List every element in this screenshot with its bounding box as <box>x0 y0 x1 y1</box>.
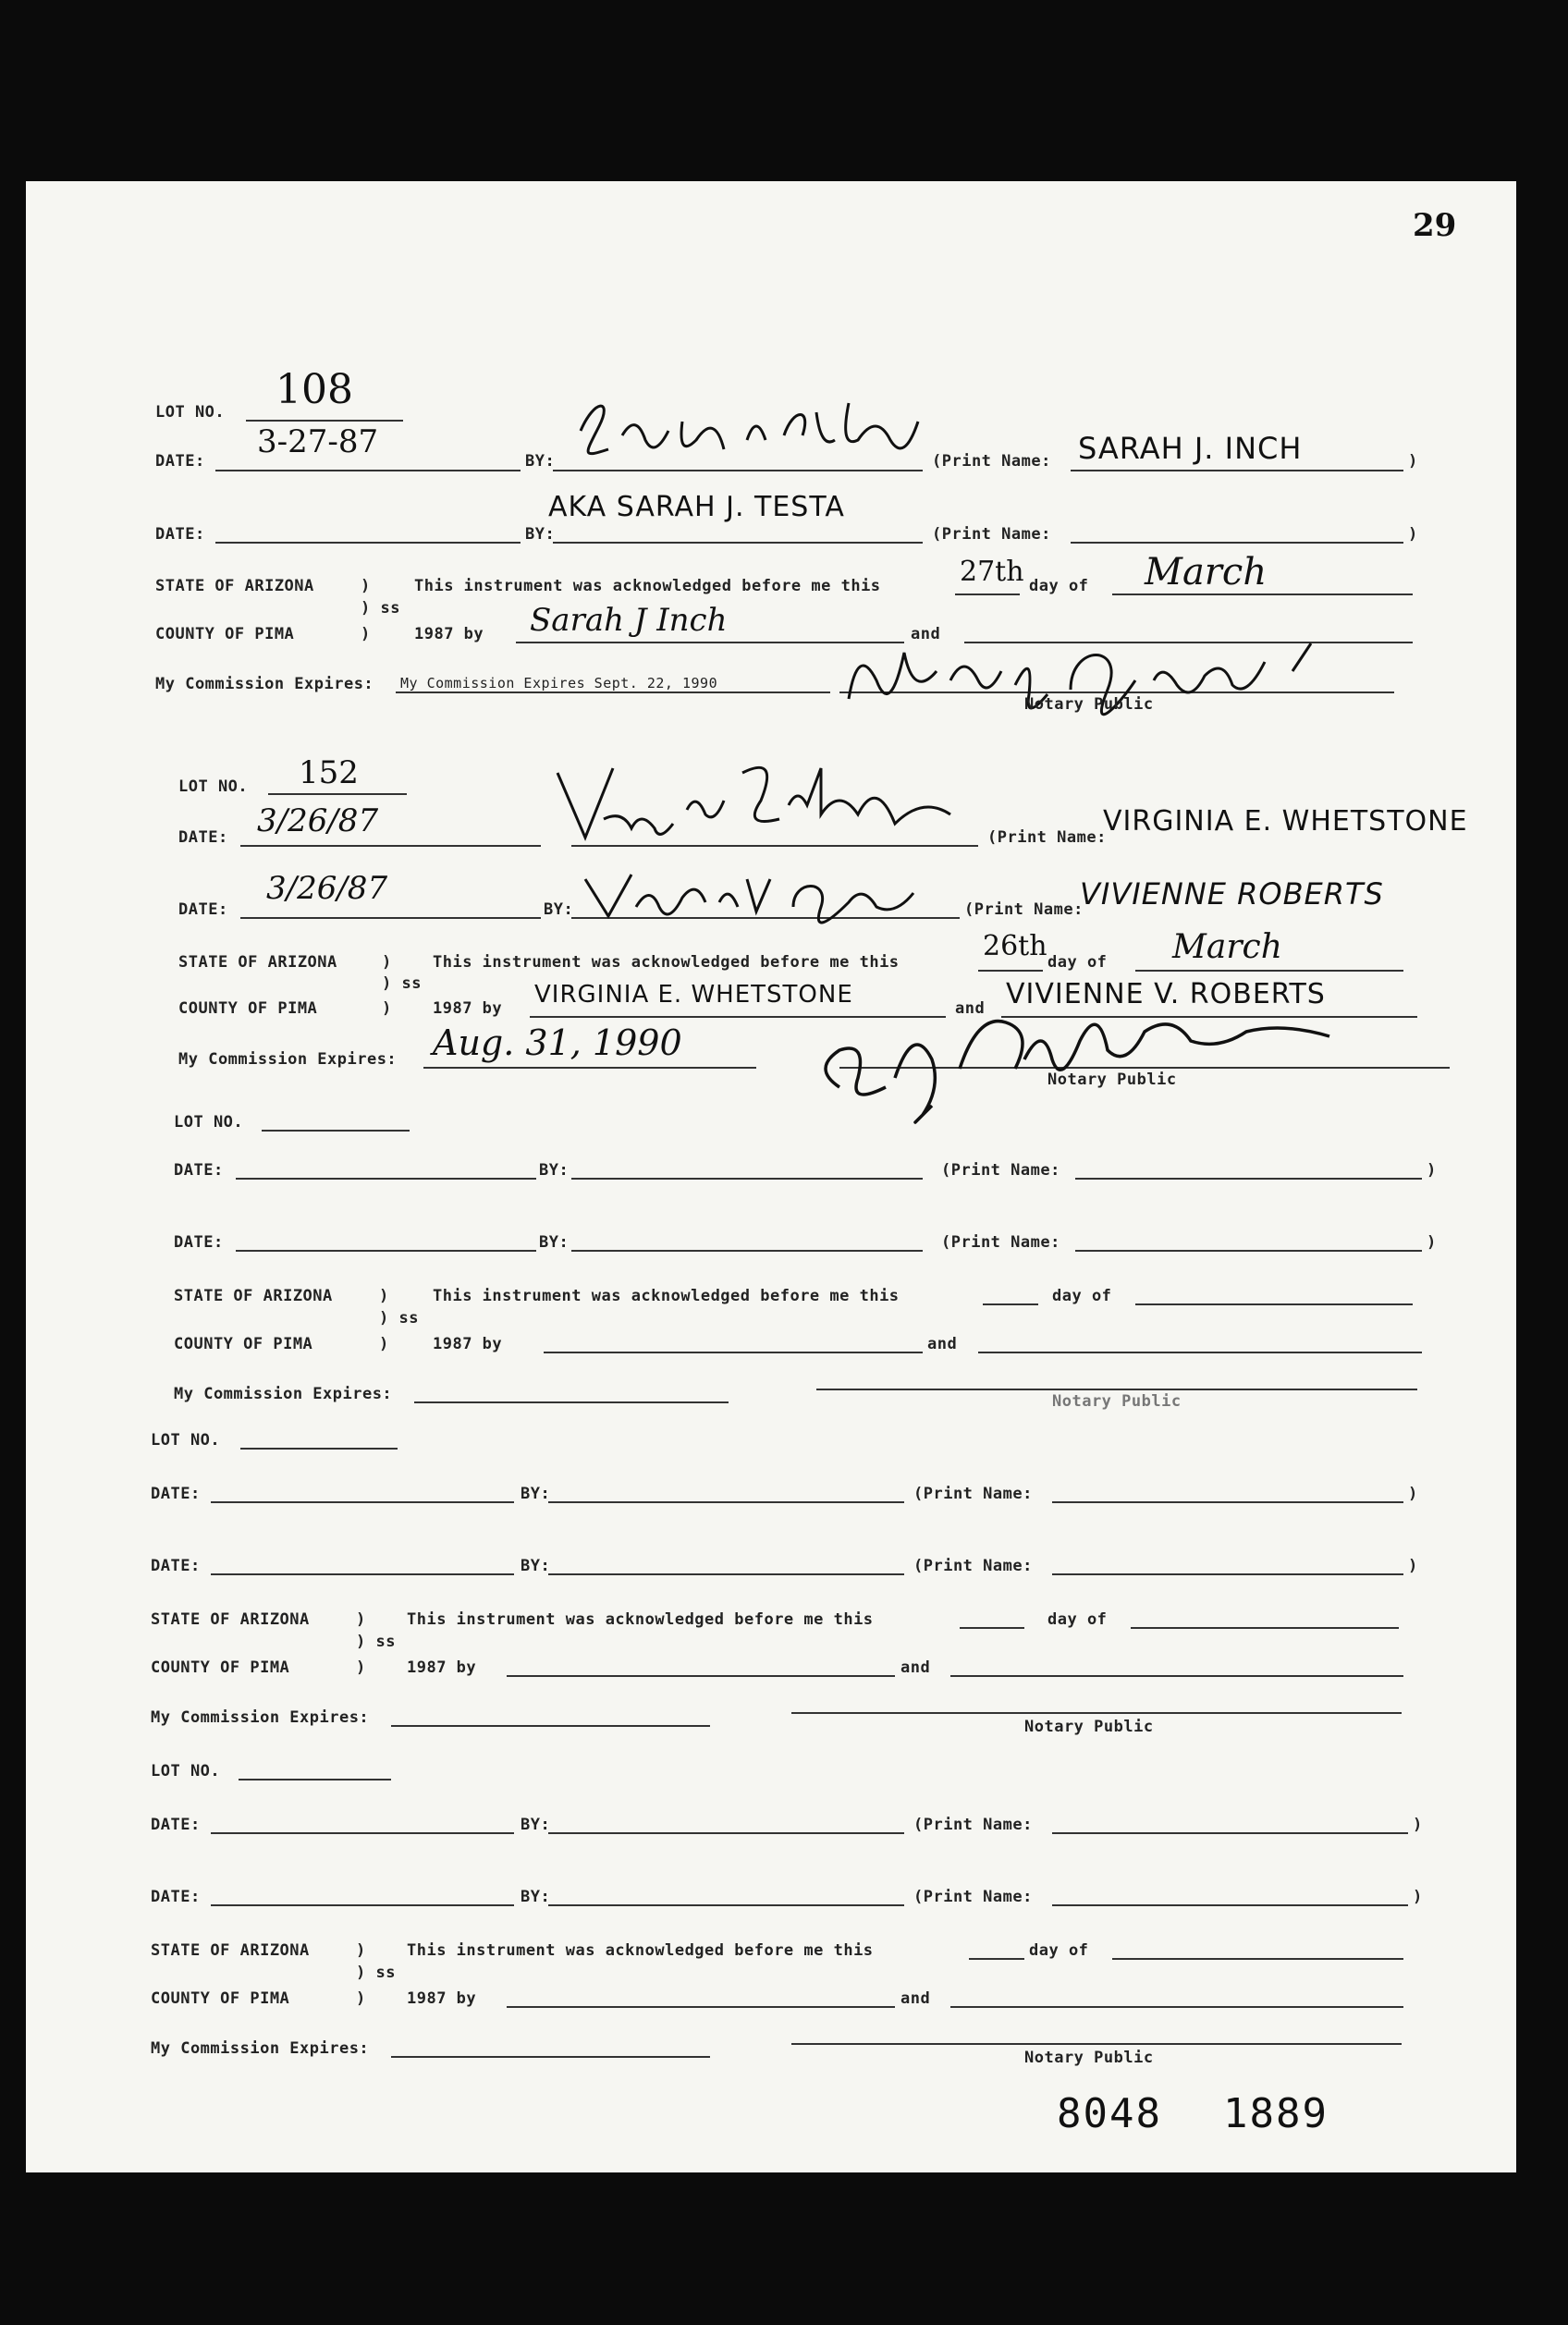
page-number: 29 <box>1413 207 1457 244</box>
signature-vivienne-roberts <box>581 870 969 925</box>
commission-line <box>391 1725 710 1727</box>
day-of-label: day of <box>1052 1287 1112 1305</box>
commission-line <box>414 1401 729 1403</box>
close-paren: ) <box>1427 1233 1437 1252</box>
signature-virginia-whetstone <box>548 754 983 856</box>
paren: ) <box>361 625 371 643</box>
by-line <box>553 470 923 471</box>
year-by-label: 1987 by <box>407 1989 477 2008</box>
date-label: DATE: <box>174 1161 224 1180</box>
paren: ) <box>379 1287 389 1305</box>
print-name-label: (Print Name: <box>932 452 1051 471</box>
paren: ) <box>379 1335 389 1353</box>
date-label: DATE: <box>178 900 228 919</box>
ss-label: ) ss <box>382 974 422 993</box>
print-name-label: (Print Name: <box>941 1161 1060 1180</box>
notary-line <box>791 2043 1402 2045</box>
date-line <box>215 542 521 544</box>
paren: ) <box>361 577 371 595</box>
name1-line <box>544 1352 923 1353</box>
year-by-label: 1987 by <box>433 1335 503 1353</box>
commission-label: My Commission Expires: <box>178 1050 398 1069</box>
date-value: 3/26/87 <box>257 802 379 839</box>
notary-label: Notary Public <box>1052 1392 1182 1411</box>
ack-day-line <box>983 1303 1038 1305</box>
by-line <box>548 1501 904 1503</box>
lot-label: LOT NO. <box>174 1113 244 1132</box>
date-label: DATE: <box>155 452 205 471</box>
ack-day-line <box>969 1958 1024 1960</box>
signature-sarah-inch <box>571 394 923 468</box>
state-label: STATE OF ARIZONA <box>151 1610 310 1629</box>
name1-line <box>507 1675 895 1677</box>
county-label: COUNTY OF PIMA <box>174 1335 313 1353</box>
date-label: DATE: <box>151 1816 201 1834</box>
state-label: STATE OF ARIZONA <box>155 577 314 595</box>
print-name-line <box>1075 1178 1422 1180</box>
lot-label: LOT NO. <box>155 403 226 422</box>
commission-label: My Commission Expires: <box>155 675 374 693</box>
ack-text: This instrument was acknowledged before me this <box>414 577 881 595</box>
day-of-label: day of <box>1029 1941 1089 1960</box>
ack-month-value: March <box>1145 551 1268 593</box>
and-label: and <box>900 1658 931 1677</box>
page-number-stamp: 1889 <box>1223 2090 1329 2137</box>
by-label: BY: <box>539 1233 570 1252</box>
commission-label: My Commission Expires: <box>174 1385 393 1403</box>
by-line <box>571 845 978 847</box>
print-name-line <box>1052 1501 1403 1503</box>
close-paren: ) <box>1408 452 1418 471</box>
paren: ) <box>356 1989 366 2008</box>
ack-text: This instrument was acknowledged before me this <box>433 1287 900 1305</box>
ss-label: ) ss <box>356 1633 396 1651</box>
commission-value: My Commission Expires Sept. 22, 1990 <box>400 675 718 691</box>
ack-month-line <box>1131 1627 1399 1629</box>
date-value: 3-27-87 <box>257 423 379 460</box>
lot-line <box>239 1779 391 1780</box>
ss-label: ) ss <box>379 1309 419 1328</box>
name1-value: VIRGINIA E. WHETSTONE <box>534 981 853 1009</box>
ack-day-value: 27th <box>960 556 1024 588</box>
close-paren: ) <box>1408 1557 1418 1575</box>
name2-line <box>950 1675 1403 1677</box>
print-name-line <box>1052 1904 1408 1906</box>
by-label: BY: <box>521 1888 551 1906</box>
day-of-label: day of <box>1047 953 1108 972</box>
ack-month-line <box>1135 1303 1413 1305</box>
date-line <box>236 1250 536 1252</box>
close-paren: ) <box>1408 525 1418 544</box>
ack-text: This instrument was acknowledged before me this <box>407 1610 874 1629</box>
by-line <box>553 542 923 544</box>
date-label: DATE: <box>174 1233 224 1252</box>
and-label: and <box>911 625 941 643</box>
print-name-label: (Print Name: <box>913 1888 1033 1906</box>
ack-day-line <box>978 970 1043 972</box>
date-value: 3/26/87 <box>266 870 388 907</box>
date-label: DATE: <box>151 1557 201 1575</box>
by-label: BY: <box>544 900 574 919</box>
paren: ) <box>356 1941 366 1960</box>
lot-label: LOT NO. <box>151 1762 221 1780</box>
by-line <box>548 1904 904 1906</box>
by-line <box>548 1832 904 1834</box>
print-name-label: (Print Name: <box>913 1557 1033 1575</box>
lot-line <box>262 1130 410 1132</box>
by-label: BY: <box>525 525 556 544</box>
by-label: BY: <box>539 1161 570 1180</box>
lot-line <box>246 420 403 422</box>
ack-month-line <box>1112 593 1413 595</box>
print-name-label: (Print Name: <box>932 525 1051 544</box>
ack-month-line <box>1112 1958 1403 1960</box>
paren: ) <box>382 953 392 972</box>
close-paren: ) <box>1413 1816 1423 1834</box>
date-label: DATE: <box>178 828 228 847</box>
lot-value: 108 <box>276 366 353 413</box>
lot-label: LOT NO. <box>151 1431 221 1450</box>
date-label: DATE: <box>151 1485 201 1503</box>
date-line <box>211 1832 514 1834</box>
state-label: STATE OF ARIZONA <box>178 953 337 972</box>
date-label: DATE: <box>151 1888 201 1906</box>
by-line <box>571 1250 923 1252</box>
commission-line <box>391 2056 710 2058</box>
document-page <box>26 181 1516 2172</box>
lot-label: LOT NO. <box>178 777 249 796</box>
by-label: BY: <box>521 1557 551 1575</box>
date-line <box>240 845 541 847</box>
name1-value: Sarah J Inch <box>530 602 728 639</box>
ack-day-line <box>960 1627 1024 1629</box>
print-name-line <box>1071 470 1403 471</box>
commission-label: My Commission Expires: <box>151 2039 370 2058</box>
county-label: COUNTY OF PIMA <box>151 1658 290 1677</box>
close-paren: ) <box>1408 1485 1418 1503</box>
by-line <box>571 1178 923 1180</box>
date-line <box>211 1573 514 1575</box>
print-name-value: VIRGINIA E. WHETSTONE <box>1103 805 1468 838</box>
ack-month-line <box>1135 970 1403 972</box>
close-paren: ) <box>1427 1161 1437 1180</box>
day-of-label: day of <box>1047 1610 1108 1629</box>
name2-line <box>950 2006 1403 2008</box>
year-by-label: 1987 by <box>433 999 503 1018</box>
and-label: and <box>927 1335 958 1353</box>
notary-line <box>816 1389 1417 1390</box>
close-paren: ) <box>1413 1888 1423 1906</box>
print-name-line <box>1052 1573 1403 1575</box>
ack-day-value: 26th <box>983 930 1047 962</box>
commission-line <box>423 1067 756 1069</box>
lot-line <box>240 1448 398 1450</box>
county-label: COUNTY OF PIMA <box>178 999 318 1018</box>
print-name-value: SARAH J. INCH <box>1078 431 1303 466</box>
commission-line <box>396 691 830 693</box>
name1-line <box>507 2006 895 2008</box>
notary-signature <box>812 1004 1403 1124</box>
by-label: BY: <box>525 452 556 471</box>
paren: ) <box>382 999 392 1018</box>
date-line <box>215 470 521 471</box>
commission-value: Aug. 31, 1990 <box>433 1022 682 1063</box>
date-line <box>211 1501 514 1503</box>
paren: ) <box>356 1610 366 1629</box>
by-label: BY: <box>521 1485 551 1503</box>
county-label: COUNTY OF PIMA <box>155 625 295 643</box>
date-line <box>211 1904 514 1906</box>
print-name-label: (Print Name: <box>913 1816 1033 1834</box>
commission-label: My Commission Expires: <box>151 1708 370 1727</box>
notary-line <box>791 1712 1402 1714</box>
year-by-label: 1987 by <box>407 1658 477 1677</box>
paren: ) <box>356 1658 366 1677</box>
print-name-label: (Print Name: <box>913 1485 1033 1503</box>
date-line <box>240 917 541 919</box>
print-name-label: (Print Name: <box>987 828 1107 847</box>
state-label: STATE OF ARIZONA <box>151 1941 310 1960</box>
print-name-label: (Print Name: <box>941 1233 1060 1252</box>
day-of-label: day of <box>1029 577 1089 595</box>
notary-label: Notary Public <box>1024 2049 1154 2067</box>
print-name-line <box>1075 1250 1422 1252</box>
ack-text: This instrument was acknowledged before me this <box>407 1941 874 1960</box>
state-label: STATE OF ARIZONA <box>174 1287 333 1305</box>
notary-label: Notary Public <box>1047 1071 1177 1089</box>
notary-label: Notary Public <box>1024 695 1154 714</box>
ack-month-value: March <box>1172 928 1282 966</box>
year-by-label: 1987 by <box>414 625 484 643</box>
ack-text: This instrument was acknowledged before me this <box>433 953 900 972</box>
print-name-label: (Print Name: <box>964 900 1084 919</box>
notary-label: Notary Public <box>1024 1718 1154 1736</box>
ss-label: ) ss <box>361 599 400 618</box>
by-label: BY: <box>521 1816 551 1834</box>
lot-line <box>268 793 407 795</box>
county-label: COUNTY OF PIMA <box>151 1989 290 2008</box>
book-number: 8048 <box>1057 2090 1162 2137</box>
date-line <box>236 1178 536 1180</box>
and-label: and <box>955 999 986 1018</box>
aka-note: AKA SARAH J. TESTA <box>548 491 845 523</box>
and-label: and <box>900 1989 931 2008</box>
ack-day-line <box>955 593 1020 595</box>
lot-value: 152 <box>299 754 359 791</box>
by-line <box>548 1573 904 1575</box>
print-name-value: VIVIENNE ROBERTS <box>1080 876 1384 912</box>
name2-value: VIVIENNE V. ROBERTS <box>1006 978 1326 1010</box>
ss-label: ) ss <box>356 1964 396 1982</box>
date-label: DATE: <box>155 525 205 544</box>
name2-line <box>978 1352 1422 1353</box>
print-name-line <box>1071 542 1403 544</box>
print-name-line <box>1052 1832 1408 1834</box>
